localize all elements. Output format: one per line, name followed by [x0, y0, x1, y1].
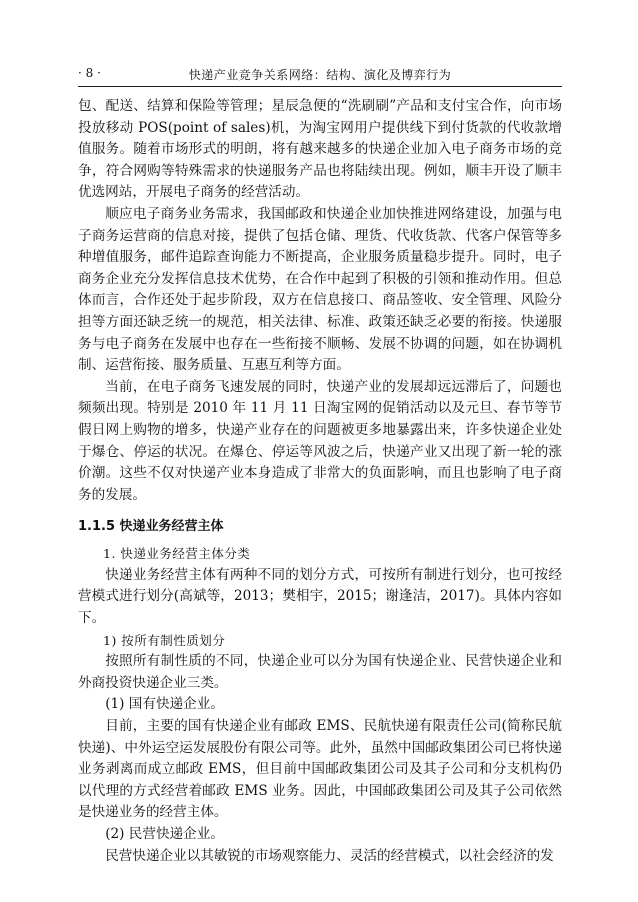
- list-item-heading: (2) 民营快递企业。: [105, 826, 224, 842]
- running-title: 快递产业竞争关系网络：结构、演化及博弈行为: [188, 68, 452, 82]
- paragraph: 当前，在电子商务飞速发展的同时，快递产业的发展却远远滞后了，问题也频频出现。特别是 2010 年 11 月 11 日淘宝网的促销活动以及元旦、春节等节假日网上购物的增多，快递产业存在的问题被更多地暴露出来，许多快递企业处于爆仓、停运的状况。在爆仓、停运等风波之后，快递产业又出现了新一轮的涨价潮。这些不仅对快递产业本身造成了非常大的负面影响，而且也影响了电子商务的发展。: [78, 378, 562, 503]
- page-body: [78, 96, 562, 867]
- subsection-heading: 1. 快递业务经营主体分类: [103, 546, 251, 562]
- paragraph: 目前，主要的国有快递企业有邮政 EMS、民航快递有限责任公司(简称民航快递)、中外运空运发展股份有限公司等。此外，虽然中国邮政集团公司已将快递业务剥离而成立邮政 EMS，但目前中国邮政集团公司及其子公司和分支机构仍以代理的方式经营着邮政 EMS 业务。因此，中国邮政集团公司及其子公司依然是快递业务的经营主体。: [78, 718, 562, 821]
- page-number: · 8 ·: [78, 66, 101, 80]
- paragraph: 民营快递企业以其敏锐的市场观察能力、灵活的经营模式，以社会经济的发: [105, 847, 554, 864]
- list-item-heading: (1) 国有快递企业。: [105, 696, 224, 713]
- section-heading: 1.1.5 快递业务经营主体: [78, 519, 224, 535]
- paragraph: 顺应电子商务业务需求，我国邮政和快递企业加快推进网络建设，加强与电子商务运营商的信息对接，提供了包括仓储、理货、代收货款、代客户保管等多种增值服务，邮件追踪查询能力不断提高，企业服务质量稳步提升。同时，电子商务企业充分发挥信息技术优势，在合作中起到了积极的引领和推动作用。但总体而言，合作还处于起步阶段，双方在信息接口、商品签收、安全管理、风险分担等方面还缺乏统一的规范，相关法律、标准、政策还缺乏必要的衔接。快递服务与电子商务在发展中也存在一些衔接不顺畅、发展不协调的问题，如在协调机制、运营衔接、服务质量、互惠互利等方面。: [78, 205, 562, 374]
- paragraph: 按照所有制性质的不同，快递企业可以分为国有快递企业、民营快递企业和外商投资快递企业三类。: [78, 653, 562, 691]
- page-header: [78, 64, 562, 86]
- paragraph-continued: 包、配送、结算和保险等管理；星辰急便的“洗刷刷”产品和支付宝合作，向市场投放移动 POS(point of sales)机，为淘宝网用户提供线下到付货款的代收款增值服务。随着市场形式的明朗，将有越来越多的快递企业加入电子商务市场的竞争，符合网购等特殊需求的快递服务产品也将陆续出现。例如，顺丰开设了顺丰优选网站，开展电子商务的经营活动。: [78, 98, 562, 201]
- paragraph: 快递业务经营主体有两种不同的划分方式，可按所有制进行划分，也可按经营模式进行划分(高斌等，2013；樊相宇，2015；谢逢洁，2017)。具体内容如下。: [78, 566, 562, 627]
- subsection-heading: 1) 按所有制性质划分: [103, 632, 226, 648]
- header-rule: [78, 86, 562, 87]
